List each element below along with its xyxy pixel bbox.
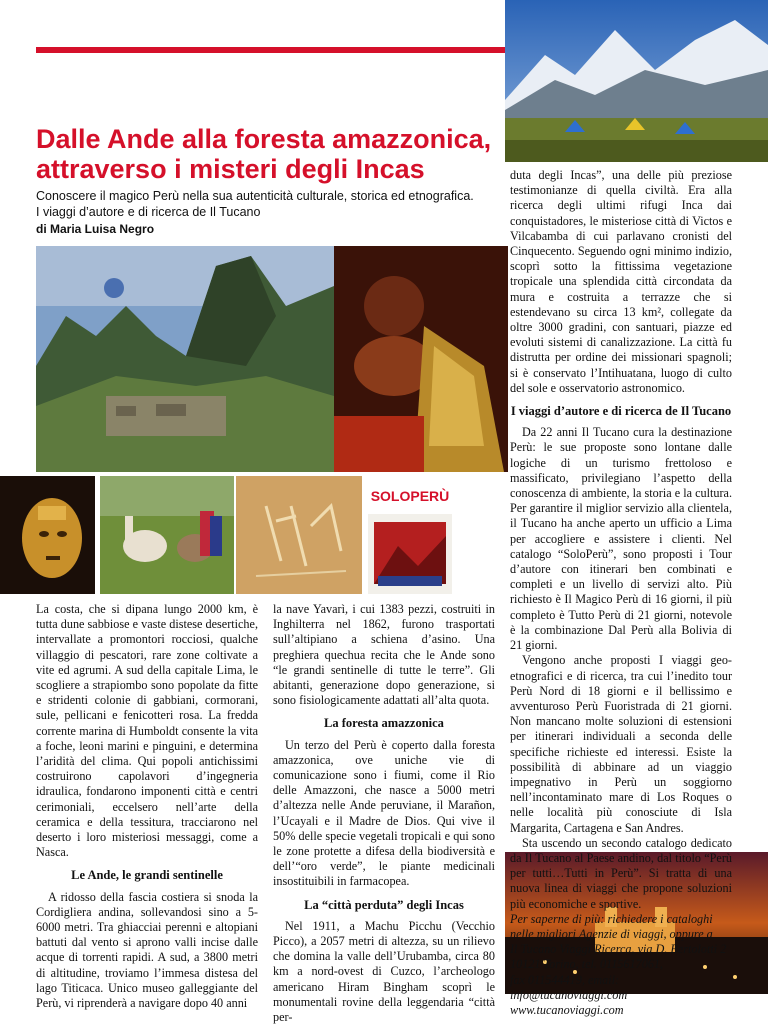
catalog-title: SOLOPERÙ <box>370 488 450 504</box>
col2-paragraph-1: la nave Yavarì, i cui 1383 pezzi, costruiti in Inghilterra nel 1862, furono trasportati sull’altipiano a schiena d’asino. Una preghiera quechua recita che le Ande sono “le grandi sentinelle di tutte le terre”. Gli abitanti, generazione dopo generazione, si sono fisiologicamente adattati all’alta quota. <box>273 602 495 708</box>
col3-paragraph-2: Da 22 anni Il Tucano cura la destinazione Perù: le sue proposte sono lontane dalle logiche di un turismo frettoloso e massificato, privilegiano l’aspetto della conoscenza di ambiente, la storia e la cultura. Per garantire il miglior servizio alla clientela, il Tucano ha anche aperto un ufficio a Lima per accogliere e assistere i clienti. Nel catalogo “SoloPerù”, sono proposti i Tour d’autore con itinerari ben combinati e completi e un livello di servizi alto. Più richiesto è Il Magico Perù di 16 giorni, il più completo è Tutto Perù di 21 giorni, notevole è la combinazione Dal Perù alla Bolivia di 21 giorni. <box>510 425 732 653</box>
nasca-lines-photo <box>236 476 362 594</box>
contact-info <box>510 912 732 1018</box>
col1-heading-ande: Le Ande, le grandi sentinelle <box>71 868 223 883</box>
header-rule <box>36 47 508 53</box>
machu-picchu-photo <box>36 246 334 472</box>
col2-paragraph-2: Un terzo del Perù è coperto dalla foresta amazzonica, ove uniche vie di comunicazione sono i fiumi, come il Rio delle Amazzoni, che nasce a 5000 metri d’altezza nelle Ande peruviane, il Marañon, l’Ucayali e il Madre de Dios. Qui vive il 50% delle specie vegetali tropicali e qui sono le zone protette a difesa della biodiversità e dell’“oro verde”, le piante medicinali insostituibili in farmacopea. <box>273 737 495 889</box>
col3-paragraph-1: duta degli Incas”, una delle più preziose testimonianze di quella civiltà. Era alla ricerca degli ultimi rifugi Inca dai conquistadores, le misteriose città di Victos e Vilcabamba di cui parlavano cronisti del Cinquecento. Seguendo ogni minimo indizio, scoprì sotto la fittissima vegetazione tropicale una splendida città circondata da mura e costruita a terrazze che si estendevano su circa 13 km², collegate da oltre 3000 gradini, con santuari, piazze ed evoluti sistemi di canalizzazione. La città fu distrutta per ordine dei missionari spagnoli; si è conservato l’Intihuatana, luogo di culto del sole e osservatorio astronomico. <box>510 168 732 395</box>
contact-line-2: nelle migliori Agenzie di viaggi, oppure a <box>510 926 713 941</box>
col3-paragraph-4: Sta uscendo un secondo catalogo dedicato da Il Tucano al Paese andino, dal titolo “Perù per tutti…Tutti in Perù”. Si tratta di una nuova linea di viaggi che propone soluzioni più economiche e sportive. <box>510 835 732 911</box>
article-subtitle <box>36 188 506 220</box>
gold-mask-photo <box>0 476 95 594</box>
subtitle-line-2: I viaggi d’autore e di ricerca de Il Tucano <box>36 205 261 219</box>
col2-heading-foresta: La foresta amazzonica <box>324 716 444 731</box>
soloperu-catalog-photo <box>368 476 452 594</box>
col1-paragraph-2: A ridosso della fascia costiera si snoda la Cordigliera andina, sollevandosi sino a 5-6000 metri. Tra ghiacciai perenni e altopiani battuti dal vento si aprono valli incise dalle acque di torrenti rapidi. A sud, a 3800 metri di altitudine, troviamo l’immesa distesa del lago Titicaca. Unico museo galleggiante del Perù, vi riprenderà a navigare dopo 40 anni <box>36 889 258 1011</box>
craftsman-photo <box>334 246 508 472</box>
col3-heading-tucano: I viaggi d’autore e di ricerca de Il Tucano <box>510 404 732 419</box>
contact-line-4: 10121 Torino, tel. 0115617061, <box>510 957 664 972</box>
col1-paragraph-1: La costa, che si dipana lungo 2000 km, è tutta dune sabbiose e vaste distese desertiche, intervallate a promontori rocciosi, qualche villaggio di pescatori, rare zone coltivate a vite ed agrumi. A sud della capitale Lima, le scogliere a strapiombo sono popolate da fitte e stridenti colonie di gabbiani, cormorani, sule, pellicani e fenicotteri rosa. La fredda corrente marina di Humboldt consente la vita a foche, leoni marini e pinguini, e determina l’aridità del clima. Qui popoli antichissimi costruirono capolavori d’ingegneria idraulica, fondarono imponenti città e centri cerimoniali, eccelsero nell’arte della ceramica e della tessitura, tracciarono nel deserto i loro misteriosi messaggi, come a Nasca. <box>36 602 258 860</box>
col2-heading-citta: La “città perduta” degli Incas <box>304 897 464 912</box>
contact-line-3: Il Tucano Viaggi Ricerca, via D. Bertolotti 2 <box>510 942 727 957</box>
andes-mountains-photo <box>505 0 768 162</box>
title-line-2: attraverso i misteri degli Incas <box>36 154 425 184</box>
contact-line-5: fax 011544419, email: info@tucanoviaggi.com <box>510 972 628 1002</box>
col3-paragraph-3: Vengono anche proposti I viaggi geo-etnografici e di ricerca, tra cui l’inedito tour Perù Nord di 18 giorni e il bellissimo e avventuroso Perù Fuoristrada di 21 giorni. Non mancano molte soluzioni di estensioni per itinerari individuali a seconda delle specifiche richieste ed interessi. Esiste la possibilità di abbinare ad un viaggio impegnativo in Perù un soggiorno nell’incontaminato mare di Los Roques o nelle località più conosciute di Isla Margarita, Cartagena e San Andres. <box>510 653 732 835</box>
col2-paragraph-3: Nel 1911, a Machu Picchu (Vecchio Picco), a 2057 metri di altezza, su un rilievo che domina la valle dell’Urubamba, circa 80 km a nord-ovest di Cuzco, l’archeologo americano Hiram Bingham scoprì le monumentali rovine della leggendaria “città per- <box>273 918 495 1025</box>
subtitle-line-1: Conoscere il magico Perù nella sua autenticità culturale, storica ed etnografica. <box>36 189 474 203</box>
contact-line-1: Per saperne di più: richiedere i cataloghi <box>510 911 713 926</box>
article-title <box>36 124 506 184</box>
title-line-1: Dalle Ande alla foresta amazzonica, <box>36 124 492 154</box>
column-3 <box>510 168 732 1018</box>
column-1 <box>36 602 258 1011</box>
contact-website: www.tucanoviaggi.com <box>510 1002 624 1017</box>
column-2 <box>273 602 495 1025</box>
article-author: di Maria Luisa Negro <box>36 222 155 236</box>
llamas-photo <box>100 476 234 594</box>
